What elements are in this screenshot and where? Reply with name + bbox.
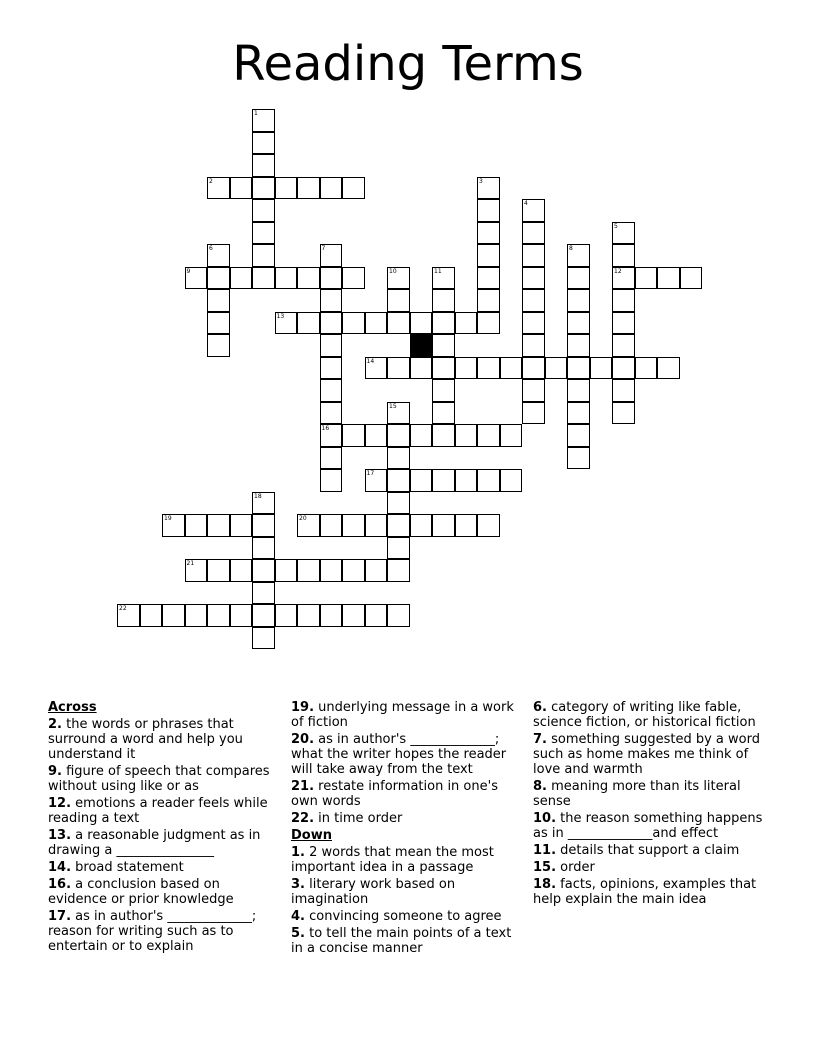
clue-number: 20 <box>299 515 307 522</box>
grid-cell[interactable] <box>342 267 365 290</box>
grid-cell[interactable] <box>635 267 658 290</box>
clue-number: 9 <box>186 267 191 275</box>
clue-column-1 <box>48 700 276 956</box>
grid-cell[interactable] <box>522 357 545 380</box>
grid-cell[interactable] <box>230 514 253 537</box>
grid-cell[interactable] <box>500 469 523 492</box>
grid-cell[interactable] <box>365 559 388 582</box>
grid-cell[interactable] <box>612 267 635 290</box>
clue-item <box>533 811 769 841</box>
clue-number: 18 <box>254 492 262 500</box>
clue-item <box>48 828 276 858</box>
clue-text: the reason something happens as in _____________and effect <box>533 811 763 841</box>
clue-text: to tell the main points of a text in a concise manner <box>291 926 512 956</box>
grid-cell[interactable] <box>320 604 343 627</box>
section-heading-down: Down <box>291 828 332 843</box>
grid-cell[interactable] <box>387 312 410 335</box>
grid-cell[interactable] <box>567 424 590 447</box>
grid-cell[interactable] <box>252 582 275 605</box>
grid-cell[interactable] <box>432 514 455 537</box>
grid-cell[interactable] <box>567 379 590 402</box>
grid-cell[interactable] <box>567 447 590 470</box>
clue-number-label: 21. <box>291 779 315 794</box>
grid-cell[interactable] <box>387 559 410 582</box>
clue-number: 19 <box>164 515 172 522</box>
grid-cell[interactable] <box>477 199 500 222</box>
grid-cell[interactable] <box>342 604 365 627</box>
grid-cell[interactable] <box>230 177 253 200</box>
grid-cell[interactable] <box>432 267 455 290</box>
grid-cell[interactable] <box>365 514 388 537</box>
clue-item <box>48 877 276 907</box>
grid-cell[interactable] <box>432 402 455 425</box>
clue-item <box>533 700 769 730</box>
grid-cell[interactable] <box>275 604 298 627</box>
grid-cell[interactable] <box>387 424 410 447</box>
grid-cell[interactable] <box>365 312 388 335</box>
clue-text: a reasonable judgment as in drawing a _______________ <box>48 828 261 858</box>
clue-item <box>48 909 276 954</box>
grid-cell[interactable] <box>680 267 703 290</box>
clue-number: 5 <box>614 222 618 230</box>
grid-cell[interactable] <box>320 559 343 582</box>
grid-cell[interactable] <box>275 177 298 200</box>
section-heading-across: Across <box>48 700 97 715</box>
clue-item <box>291 926 519 956</box>
grid-cell[interactable] <box>657 267 680 290</box>
grid-cell[interactable] <box>612 402 635 425</box>
clue-text: 2 words that mean the most important idea in a passage <box>291 845 494 875</box>
clue-text: broad statement <box>71 860 184 875</box>
grid-cell[interactable] <box>477 514 500 537</box>
grid-cell[interactable] <box>320 244 343 267</box>
grid-cell[interactable] <box>477 177 500 200</box>
grid-cell[interactable] <box>567 357 590 380</box>
grid-cell[interactable] <box>612 244 635 267</box>
grid-cell[interactable] <box>230 267 253 290</box>
clue-text: a conclusion based on evidence or prior knowledge <box>48 877 234 907</box>
clue-number-label: 6. <box>533 700 547 715</box>
grid-cell[interactable] <box>590 357 613 380</box>
grid-cell[interactable] <box>207 244 230 267</box>
grid-cell[interactable] <box>207 177 230 200</box>
clue-column-3 <box>533 700 769 909</box>
clue-number-label: 22. <box>291 811 315 826</box>
clue-number: 15 <box>389 402 397 410</box>
grid-cell[interactable] <box>185 267 208 290</box>
grid-cell[interactable] <box>410 312 433 335</box>
clue-number: 2 <box>209 177 213 185</box>
clue-number: 1 <box>254 110 258 117</box>
grid-cell[interactable] <box>185 559 208 582</box>
grid-cell[interactable] <box>275 559 298 582</box>
grid-cell[interactable] <box>140 604 163 627</box>
grid-cell[interactable] <box>567 244 590 267</box>
clue-number-label: 4. <box>291 909 305 924</box>
clue-item <box>291 732 519 777</box>
clue-text: category of writing like fable, science fiction, or historical fiction <box>533 700 756 730</box>
grid-cell[interactable] <box>185 604 208 627</box>
clue-number-label: 12. <box>48 796 72 811</box>
clue-column-2 <box>291 700 519 958</box>
grid-cell[interactable] <box>207 559 230 582</box>
grid-cell[interactable] <box>320 447 343 470</box>
clue-text: order <box>556 860 595 875</box>
grid-cell[interactable] <box>320 514 343 537</box>
grid-cell[interactable] <box>657 357 680 380</box>
clue-text: as in author's _____________; reason for writing such as to entertain or to explain <box>48 909 257 954</box>
clue-item <box>291 877 519 907</box>
clue-number: 7 <box>321 245 326 252</box>
grid-cell[interactable] <box>522 334 545 357</box>
grid-cell[interactable] <box>635 357 658 380</box>
clue-number-label: 1. <box>291 845 305 860</box>
grid-cell[interactable] <box>297 267 320 290</box>
clue-item <box>291 909 519 924</box>
grid-cell[interactable] <box>252 154 275 177</box>
grid-cell[interactable] <box>252 604 275 627</box>
grid-cell[interactable] <box>252 559 275 582</box>
grid-cell[interactable] <box>522 379 545 402</box>
grid-cell[interactable] <box>252 222 275 245</box>
grid-cell[interactable] <box>567 334 590 357</box>
grid-cell[interactable] <box>387 492 410 515</box>
clue-text: in time order <box>314 811 403 826</box>
grid-cell[interactable] <box>612 379 635 402</box>
grid-cell[interactable] <box>477 424 500 447</box>
grid-cell[interactable] <box>477 244 500 267</box>
clue-text: literary work based on imagination <box>291 877 456 907</box>
grid-cell[interactable] <box>252 627 275 650</box>
grid-cell[interactable] <box>410 424 433 447</box>
grid-cell[interactable] <box>320 379 343 402</box>
clue-item <box>533 877 769 907</box>
grid-cell[interactable] <box>567 267 590 290</box>
grid-cell[interactable] <box>432 379 455 402</box>
grid-cell[interactable] <box>162 514 185 537</box>
grid-cell[interactable] <box>207 334 230 357</box>
grid-cell[interactable] <box>455 469 478 492</box>
grid-cell[interactable] <box>207 514 230 537</box>
grid-cell[interactable] <box>297 559 320 582</box>
clue-number-label: 13. <box>48 828 72 843</box>
clue-item <box>291 779 519 809</box>
grid-cell[interactable] <box>432 289 455 312</box>
clue-number-label: 5. <box>291 926 305 941</box>
grid-cell[interactable] <box>117 604 140 627</box>
clue-number-label: 15. <box>533 860 557 875</box>
grid-cell[interactable] <box>522 222 545 245</box>
clue-text: as in author's _____________; what the writer hopes the reader will take away from the text <box>291 732 507 777</box>
grid-cell[interactable] <box>432 334 455 357</box>
grid-cell[interactable] <box>387 514 410 537</box>
grid-cell[interactable] <box>455 424 478 447</box>
grid-cell[interactable] <box>455 357 478 380</box>
grid-cell[interactable] <box>252 492 275 515</box>
grid-cell[interactable] <box>297 514 320 537</box>
grid-cell[interactable] <box>342 559 365 582</box>
clue-item <box>48 796 276 826</box>
grid-cell[interactable] <box>320 424 343 447</box>
grid-cell[interactable] <box>342 514 365 537</box>
grid-cell[interactable] <box>230 559 253 582</box>
grid-cell[interactable] <box>500 424 523 447</box>
clue-number-label: 2. <box>48 717 62 732</box>
grid-cell[interactable] <box>612 312 635 335</box>
grid-cell[interactable] <box>342 424 365 447</box>
grid-cell[interactable] <box>252 514 275 537</box>
grid-cell[interactable] <box>207 267 230 290</box>
grid-cell[interactable] <box>612 334 635 357</box>
grid-cell[interactable] <box>612 222 635 245</box>
grid-cell[interactable] <box>207 289 230 312</box>
clue-number: 10 <box>389 267 397 275</box>
grid-cell[interactable] <box>275 312 298 335</box>
grid-cell[interactable] <box>455 312 478 335</box>
clue-number: 17 <box>366 470 375 477</box>
clue-number-label: 10. <box>533 811 557 826</box>
clue-text: details that support a claim <box>556 843 740 858</box>
grid-cell[interactable] <box>320 177 343 200</box>
clue-number: 13 <box>276 312 285 320</box>
grid-cell[interactable] <box>522 199 545 222</box>
grid-cell[interactable] <box>162 604 185 627</box>
clue-item <box>533 779 769 809</box>
clue-item <box>291 811 519 826</box>
clue-item <box>48 860 276 875</box>
clue-number-label: 11. <box>533 843 557 858</box>
grid-cell[interactable] <box>365 469 388 492</box>
grid-cell[interactable] <box>477 222 500 245</box>
grid-cell[interactable] <box>252 244 275 267</box>
clue-number: 4 <box>524 200 528 207</box>
grid-cell[interactable] <box>522 402 545 425</box>
grid-cell[interactable] <box>612 357 635 380</box>
clue-item <box>533 860 769 875</box>
grid-cell[interactable] <box>252 109 275 132</box>
clue-item <box>533 732 769 777</box>
grid-cell[interactable] <box>365 604 388 627</box>
grid-cell[interactable] <box>342 312 365 335</box>
clue-number-label: 16. <box>48 877 72 892</box>
grid-cell[interactable] <box>477 312 500 335</box>
clue-number-label: 17. <box>48 909 72 924</box>
grid-cell[interactable] <box>477 267 500 290</box>
clue-item <box>48 764 276 794</box>
grid-cell[interactable] <box>477 289 500 312</box>
grid-cell[interactable] <box>297 604 320 627</box>
grid-cell[interactable] <box>230 604 253 627</box>
clue-item <box>48 717 276 762</box>
clue-item <box>291 700 519 730</box>
clue-text: convincing someone to agree <box>304 909 502 924</box>
clue-number: 22 <box>119 605 127 612</box>
grid-cell[interactable] <box>387 267 410 290</box>
clue-number-label: 3. <box>291 877 305 892</box>
clue-text: the words or phrases that surround a word and help you understand it <box>48 717 243 762</box>
grid-cell[interactable] <box>252 177 275 200</box>
grid-cell[interactable] <box>387 447 410 470</box>
grid-cell[interactable] <box>387 537 410 560</box>
clue-number: 8 <box>569 245 573 252</box>
grid-cell[interactable] <box>252 267 275 290</box>
grid-cell[interactable] <box>365 357 388 380</box>
clue-number: 14 <box>366 357 375 365</box>
grid-cell[interactable] <box>545 357 568 380</box>
grid-cell[interactable] <box>387 357 410 380</box>
grid-cell[interactable] <box>522 312 545 335</box>
clue-number-label: 14. <box>48 860 72 875</box>
grid-cell[interactable] <box>500 357 523 380</box>
grid-cell[interactable] <box>320 402 343 425</box>
grid-cell[interactable] <box>387 402 410 425</box>
grid-cell[interactable] <box>252 199 275 222</box>
grid-cell[interactable] <box>455 514 478 537</box>
clue-number-label: 18. <box>533 877 557 892</box>
grid-cell[interactable] <box>320 289 343 312</box>
grid-cell[interactable] <box>567 402 590 425</box>
grid-cell[interactable] <box>320 267 343 290</box>
clue-number-label: 8. <box>533 779 547 794</box>
clue-text: something suggested by a word such as home makes me think of love and warmth <box>533 732 760 777</box>
clue-number: 6 <box>209 245 213 252</box>
grid-cell[interactable] <box>342 177 365 200</box>
grid-cell[interactable] <box>522 267 545 290</box>
grid-cell[interactable] <box>275 267 298 290</box>
grid-cell[interactable] <box>567 289 590 312</box>
clue-item <box>533 843 769 858</box>
clue-number: 16 <box>321 425 330 432</box>
clue-text: figure of speech that compares without using like or as <box>48 764 270 794</box>
grid-cell[interactable] <box>320 469 343 492</box>
grid-cell[interactable] <box>432 469 455 492</box>
clue-text: underlying message in a work of fiction <box>291 700 514 730</box>
grid-cell[interactable] <box>207 312 230 335</box>
black-square <box>410 334 433 357</box>
clue-text: emotions a reader feels while reading a text <box>48 796 268 826</box>
grid-cell[interactable] <box>320 334 343 357</box>
grid-cell[interactable] <box>297 312 320 335</box>
grid-cell[interactable] <box>320 312 343 335</box>
grid-cell[interactable] <box>477 357 500 380</box>
clue-number-label: 20. <box>291 732 315 747</box>
grid-cell[interactable] <box>252 537 275 560</box>
grid-cell[interactable] <box>567 312 590 335</box>
grid-cell[interactable] <box>522 244 545 267</box>
grid-cell[interactable] <box>297 177 320 200</box>
clue-text: facts, opinions, examples that help explain the main idea <box>533 877 757 907</box>
grid-cell[interactable] <box>252 132 275 155</box>
clue-text: restate information in one's own words <box>291 779 498 809</box>
grid-cell[interactable] <box>522 289 545 312</box>
grid-cell[interactable] <box>185 514 208 537</box>
grid-cell[interactable] <box>410 469 433 492</box>
clue-number: 11 <box>434 267 442 275</box>
grid-cell[interactable] <box>432 357 455 380</box>
clue-number-label: 19. <box>291 700 315 715</box>
clue-number: 3 <box>479 177 483 185</box>
clue-number-label: 9. <box>48 764 62 779</box>
grid-cell[interactable] <box>432 312 455 335</box>
grid-cell[interactable] <box>207 604 230 627</box>
clue-item <box>291 845 519 875</box>
grid-cell[interactable] <box>320 357 343 380</box>
grid-cell[interactable] <box>432 424 455 447</box>
clue-number: 21 <box>186 560 195 567</box>
grid-cell[interactable] <box>365 424 388 447</box>
grid-cell[interactable] <box>612 289 635 312</box>
grid-cell[interactable] <box>387 289 410 312</box>
clue-text: meaning more than its literal sense <box>533 779 741 809</box>
grid-cell[interactable] <box>477 469 500 492</box>
page-title: Reading Terms <box>232 36 584 92</box>
clue-number: 12 <box>614 267 622 275</box>
clue-number-label: 7. <box>533 732 547 747</box>
grid-cell[interactable] <box>410 514 433 537</box>
grid-cell[interactable] <box>387 604 410 627</box>
grid-cell[interactable] <box>387 469 410 492</box>
grid-cell[interactable] <box>410 357 433 380</box>
